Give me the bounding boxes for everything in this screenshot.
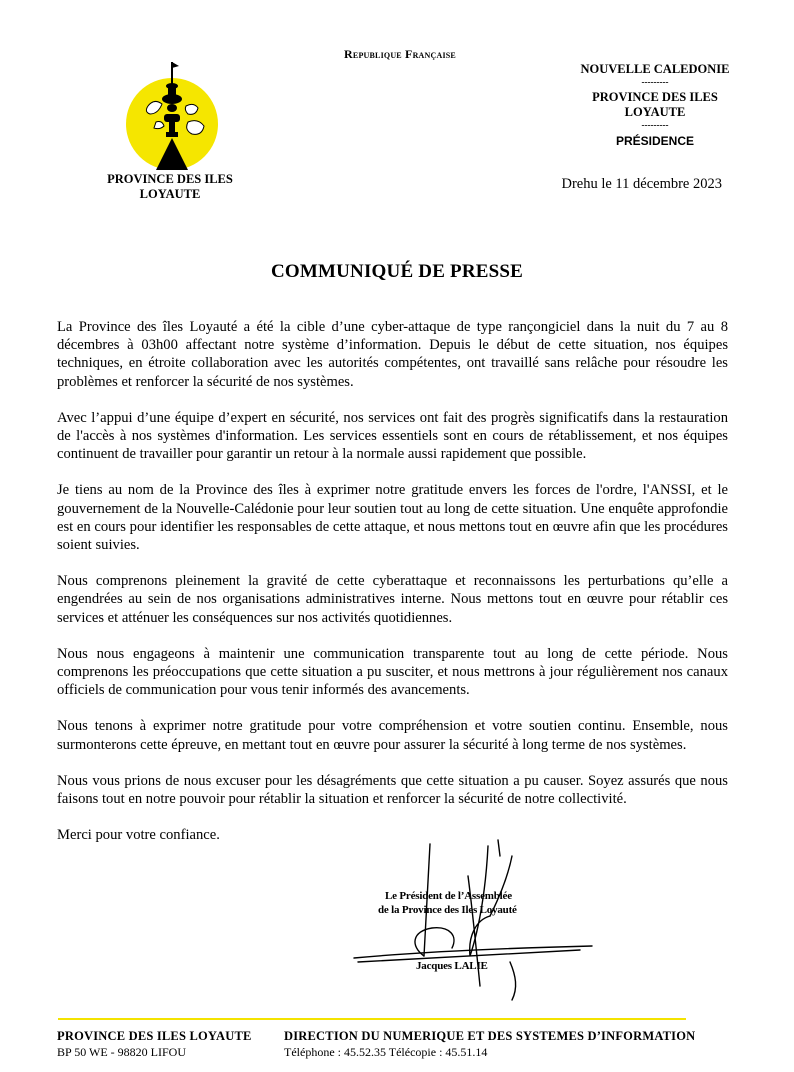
province-logo — [126, 62, 218, 172]
paragraph: La Province des îles Loyauté a été la cible d’une cyber-attaque de type rançongiciel dans la nuit du 7 au 8 décembres à 03h00 affectant notre système d’information. Depuis le début de cette situation, nos équipes techniques, en étroite collaboration avec les autorités compétentes, ont travaillé sans relâche pour résoudre les problèmes et renforcer la sécurité de nos systèmes. — [57, 319, 728, 390]
footer-org-name: PROVINCE DES ILES LOYAUTE — [57, 1029, 252, 1043]
issuer-separator: --------- — [641, 77, 669, 87]
document-title: COMMUNIQUÉ DE PRESSE — [270, 261, 524, 282]
document-date: Drehu le 11 décembre 2023 — [561, 176, 722, 192]
paragraph: Nous tenons à exprimer notre gratitude pour votre compréhension et votre soutien continu. Ensemble, nous surmonterons cette épreuve, en mettant tout en œuvre pour assurer la sécurité à long terme de nos systèmes. — [57, 718, 728, 753]
issuer-line4: PRÉSIDENCE — [615, 134, 695, 148]
paragraph: Nous comprenons pleinement la gravité de cette cyberattaque et reconnaissons les perturbations qu’elle a engendrées au sein de nos organisations administratives interne. Nous mettons tout en œuvre pour rétablir ces services et atténuer les conséquences sur nos activités quotidiennes. — [57, 573, 728, 626]
republique-francaise — [300, 47, 500, 62]
logo-caption — [95, 172, 245, 202]
paragraph: Nous vous prions de nous excuser pour les désagréments que cette situation a pu causer. Soyez assurés que nous faisons tout en notre pouvoir pour rétablir la situation et renforcer la sécurité de notre collectivité. — [57, 772, 728, 808]
issuer-line3: LOYAUTE — [624, 105, 686, 119]
republique-text: Republique Française — [344, 47, 456, 61]
issuer-line2: PROVINCE DES ILES — [592, 90, 718, 104]
closing-line: Merci pour votre confiance. — [57, 827, 220, 844]
signatory-institution: de la Province des Iles Loyauté — [378, 904, 517, 916]
issuer-separator: --------- — [641, 120, 669, 130]
signatory-title: Le Président de l’Assemblée — [385, 890, 512, 902]
handwritten-signature — [340, 836, 610, 1006]
footer-rule — [58, 1018, 686, 1020]
footer-department: DIRECTION DU NUMERIQUE ET DES SYSTEMES D’INFORMATION — [284, 1029, 696, 1043]
press-release-body — [57, 318, 728, 862]
issuer-block — [560, 62, 750, 149]
footer-address: BP 50 WE - 98820 LIFOU — [57, 1045, 186, 1059]
signatory-name: Jacques LALIE — [416, 960, 488, 972]
logo-caption-line1: PROVINCE DES ILES — [107, 172, 233, 186]
issuer-line1: NOUVELLE CALEDONIE — [580, 62, 730, 76]
paragraph: Avec l’appui d’une équipe d’expert en sécurité, nos services ont fait des progrès significatifs dans la restauration de l'accès à nos systèmes d'information. Les services essentiels sont en cours de rétablissement, et nos équipes continuent de travailler pour garantir un retour à la normale aussi rapidement que possible. — [57, 409, 728, 463]
footer-contact: Téléphone : 45.52.35 Télécopie : 45.51.14 — [284, 1045, 488, 1059]
paragraph: Je tiens au nom de la Province des îles à exprimer notre gratitude envers les forces de l'ordre, l'ANSSI, et le gouvernement de la Nouvelle-Calédonie pour leur soutien tout au long de cette situation. Une enquête approfondie est en cours pour identifier les responsables de cette attaque, et nous mettons tout en œuvre afin que les procédures soient suivies. — [57, 482, 728, 554]
logo-caption-line2: LOYAUTE — [139, 187, 201, 201]
paragraph: Nous nous engageons à maintenir une communication transparente tout au long de cette période. Nous comprenons les préoccupations que cette situation a pu susciter, et nous mettrons à jour régulièrement nos canaux officiels de communication pour vous tenir informés des avancements. — [57, 645, 728, 699]
